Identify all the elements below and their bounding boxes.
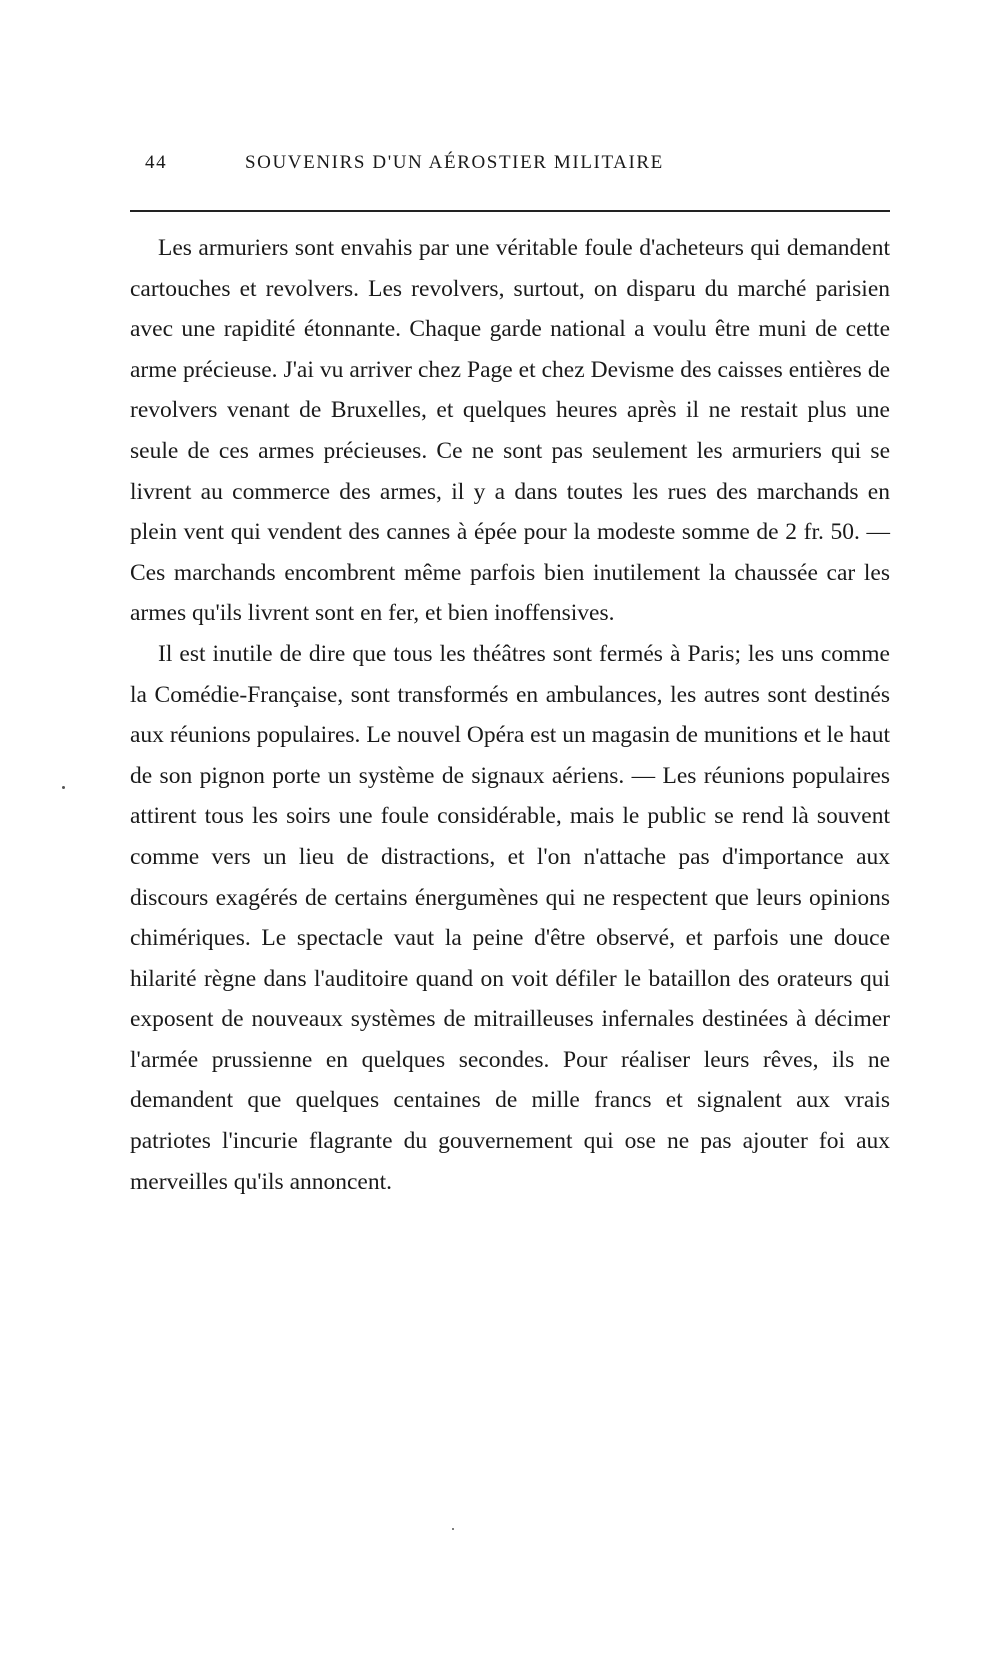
page-number: 44 bbox=[145, 152, 168, 173]
print-speck bbox=[452, 1528, 454, 1530]
paragraph: Il est inutile de dire que tous les théâtres sont fermés à Paris; les uns comme la Comédie-Française, sont transformés en ambulances, les autres sont destinés aux réunions populaires. Le nouvel Opéra est un magasin de munitions et le haut de son pignon porte un système de signaux aériens. — Les réunions populaires attirent tous les soirs une foule considérable, mais le public se rend là souvent comme vers un lieu de distractions, et l'on n'attache pas d'importance aux discours exagérés de certains énergumènes qui ne respectent que leurs opinions chimériques. Le spectacle vaut la peine d'être observé, et parfois une douce hilarité règne dans l'auditoire quand on voit défiler le bataillon des orateurs qui exposent de nouveaux systèmes de mitrailleuses infernales destinées à décimer l'armée prussienne en quelques secondes. Pour réaliser leurs rêves, ils ne demandent que quelques centaines de mille francs et signalent aux vrais patriotes l'incurie flagrante du gouvernement qui ose ne pas ajouter foi aux merveilles qu'ils annoncent. bbox=[130, 640, 890, 1195]
header-rule bbox=[130, 210, 890, 212]
running-title: SOUVENIRS D'UN AÉROSTIER MILITAIRE bbox=[245, 152, 664, 173]
print-speck bbox=[62, 786, 65, 789]
running-head bbox=[145, 152, 885, 182]
paragraph: Les armuriers sont envahis par une véritable foule d'acheteurs qui demandent cartouches et revolvers. Les revolvers, surtout, on disparu du marché parisien avec une rapidité étonnante. Chaque garde national a voulu être muni de cette arme précieuse. J'ai vu arriver chez Page et chez Devisme des caisses entières de revolvers venant de Bruxelles, et quelques heures après il ne restait plus une seule de ces armes précieuses. Ce ne sont pas seulement les armuriers qui se livrent au commerce des armes, il y a dans toutes les rues des marchands en plein vent qui vendent des cannes à épée pour la modeste somme de 2 fr. 50. — Ces marchands encombrent même parfois bien inutilement la chaussée car les armes qu'ils livrent sont en fer, et bien inoffensives. bbox=[130, 235, 890, 627]
body-text bbox=[130, 228, 890, 1202]
